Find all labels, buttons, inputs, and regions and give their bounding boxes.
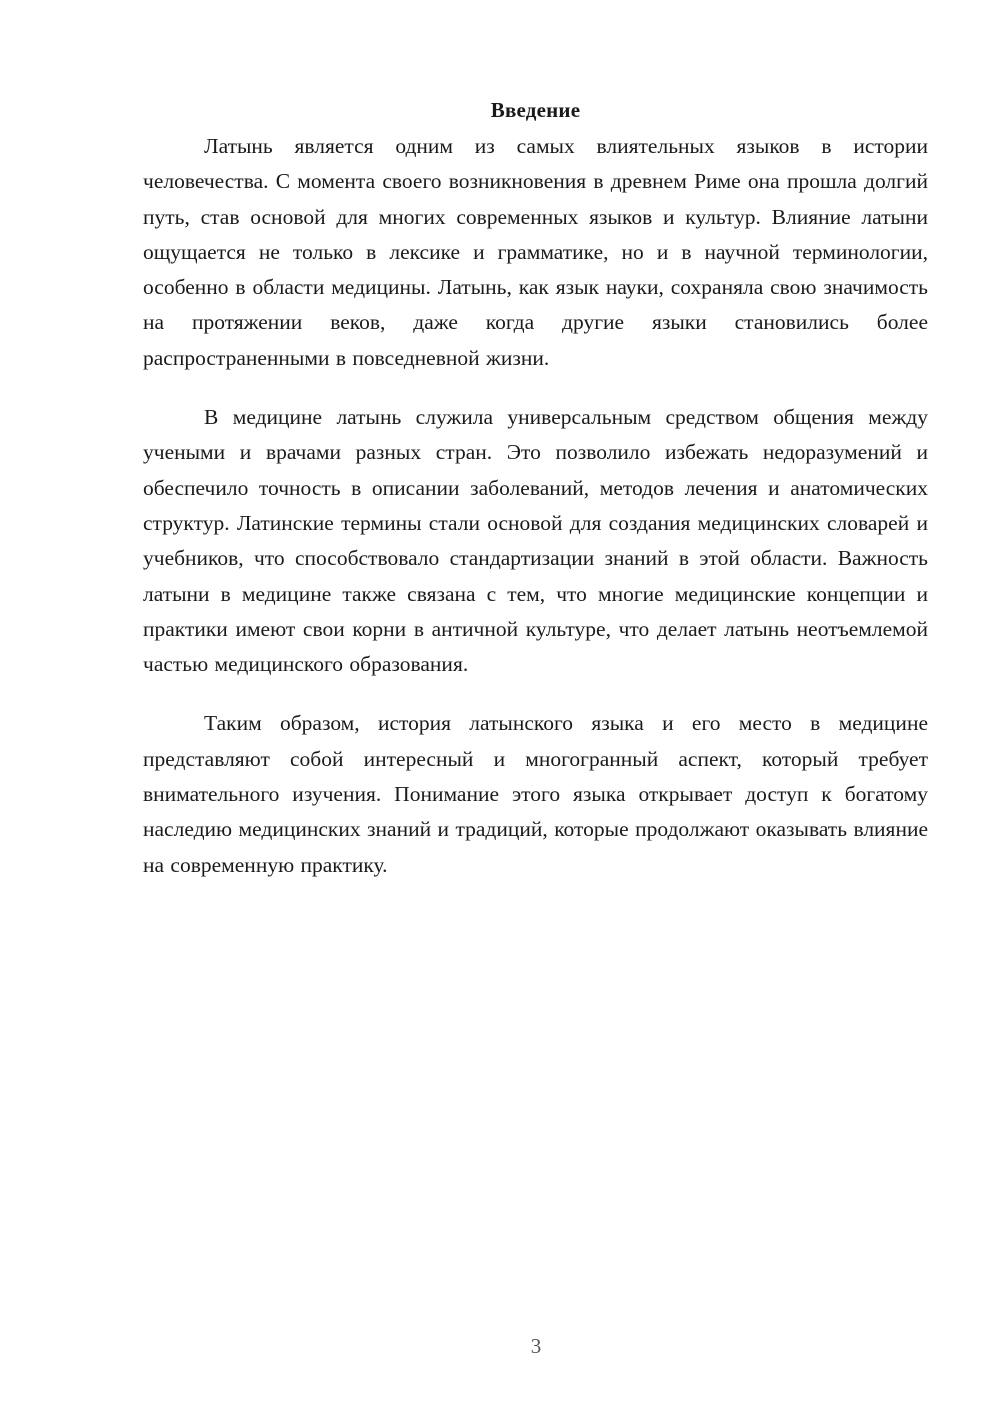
paragraph-1: Латынь является одним из самых влиятельных языков в истории человечества. С момента своего возникновения в древнем Риме она прошла долгий путь, став основой для многих современных языков и культур. Влияние латыни ощущается не только в лексике и грамматике, но и в научной терминологии, особенно в области медицины. Латынь, как язык науки, сохраняла свою значимость на протяжении веков, даже когда другие языки становились более распространенными в повседневной жизни. xyxy=(143,134,928,370)
page-number: 3 xyxy=(530,1334,542,1358)
paragraph-3: Таким образом, история латынского языка и его место в медицине представляют собой интересный и многогранный аспект, который требует внимательного изучения. Понимание этого языка открывает доступ к богатому наследию медицинских знаний и традиций, которые продолжают оказывать влияние на современную практику. xyxy=(143,711,928,877)
paragraph-2: В медицине латынь служила универсальным средством общения между учеными и врачами разных стран. Это позволило избежать недоразумений и обеспечило точность в описании заболеваний, методов лечения и анатомических структур. Латинские термины стали основой для создания медицинских словарей и учебников, что способствовало стандартизации знаний в этой области. Важность латыни в медицине также связана с тем, что многие медицинские концепции и практики имеют свои корни в античной культуре, что делает латынь неотъемлемой частью медицинского образования. xyxy=(143,405,928,677)
page-content xyxy=(143,92,928,907)
section-heading: Введение xyxy=(490,98,581,122)
